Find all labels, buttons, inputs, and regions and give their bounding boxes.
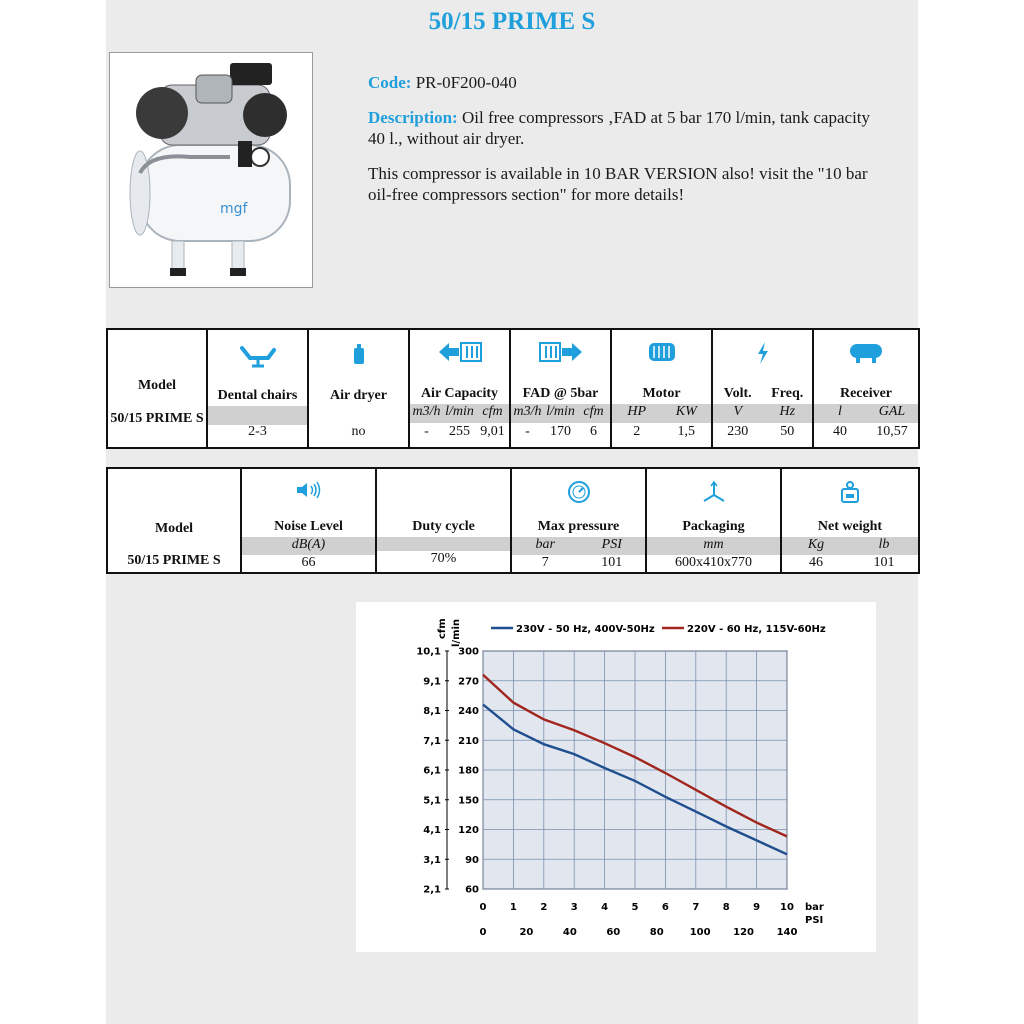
psi-tick-label: 60: [606, 927, 621, 938]
x-tick-label: 8: [722, 902, 730, 913]
fad-unit-m3h: m3/h: [513, 404, 542, 419]
aircap-value-row: [410, 424, 509, 440]
dental-unit-row: [208, 406, 307, 425]
receiver-value-row: [814, 424, 918, 440]
x-tick-label: 2: [540, 902, 548, 913]
motor-value-hp: 2: [633, 424, 641, 439]
weight-value-row: [782, 555, 918, 571]
motor-value-kw: 1,5: [677, 424, 695, 439]
model-column: [107, 329, 207, 448]
dryer-header: Air dryer: [330, 388, 387, 403]
air-output-icon: [511, 340, 610, 370]
pressure-value-psi: 101: [601, 555, 623, 570]
noise-header: Noise Level: [274, 519, 343, 534]
receiver-column: [813, 329, 919, 448]
fad-column: [510, 329, 611, 448]
motor-column: [611, 329, 712, 448]
weight-unit-kg: Kg: [807, 537, 825, 552]
dryer-value-row: [309, 424, 408, 440]
motor-unit-row: [612, 404, 711, 423]
aircap-unit-lmin: l/min: [445, 404, 474, 419]
aircap-unit-m3h: m3/h: [412, 404, 441, 419]
receiver-unit-l: l: [838, 404, 842, 419]
description-value: Oil free compressors ‚FAD at 5 bar 170 l/min, tank capacity 40 l., without air dryer.: [368, 108, 871, 148]
y-tick-label-cfm: 7,1: [423, 735, 441, 747]
x-tick-label: 9: [753, 902, 761, 913]
page-title: 50/15 PRIME S: [428, 8, 596, 35]
packaging-value: 600x410x770: [675, 555, 752, 570]
version-note: This compressor is available in 10 BAR VERSION also! visit the "10 bar oil-free compressors section" for more details!: [368, 164, 868, 204]
tank-icon: [814, 340, 918, 370]
description-label: Description:: [368, 108, 458, 127]
y-tick-label-lmin: 300: [458, 646, 479, 658]
performance-chart: [356, 602, 876, 952]
x-tick-label: 5: [631, 902, 639, 913]
y-tick-label-cfm: 4,1: [423, 825, 441, 836]
volt-unit: V: [733, 404, 743, 419]
psi-tick-label: 40: [562, 927, 577, 938]
product-info: [368, 72, 888, 219]
noise-unit: dB(A): [291, 537, 326, 552]
noise-value-row: [242, 555, 375, 571]
x-axis-label-bar: bar: [805, 902, 824, 913]
y-tick-label-lmin: 90: [465, 854, 479, 866]
y-tick-label-lmin: 180: [458, 765, 479, 777]
psi-tick-label: 0: [479, 927, 487, 938]
noise-unit-row: [242, 537, 375, 555]
y-tick-label-cfm: 10,1: [416, 646, 441, 658]
weight-unit-lb: lb: [878, 537, 890, 552]
weight-value-kg: 46: [809, 555, 823, 570]
weight-value-lb: 101: [873, 555, 895, 570]
volt-value-row: [713, 424, 812, 440]
duty-column: [376, 468, 511, 573]
noise-value: 66: [301, 555, 316, 570]
motor-value-row: [612, 424, 711, 440]
dental-column: [207, 329, 308, 448]
fad-header: FAD @ 5bar: [522, 386, 599, 401]
receiver-unit-gal: GAL: [878, 404, 906, 419]
packaging-value-row: [647, 555, 780, 571]
model-value-2: 50/15 PRIME S: [127, 553, 221, 568]
weight-icon: [782, 479, 918, 509]
spec-table-1: [106, 328, 920, 449]
aircap-unit-cfm: cfm: [482, 404, 503, 419]
aircap-value-lmin: 255: [449, 424, 470, 439]
y-tick-label-lmin: 150: [458, 795, 479, 807]
model-header-2: Model: [154, 521, 194, 536]
x-tick-label: 3: [570, 902, 578, 913]
pressure-unit-psi: PSI: [601, 537, 622, 552]
x-tick-label: 7: [692, 902, 700, 913]
duty-value-row: [377, 551, 510, 567]
y-tick-label-cfm: 2,1: [423, 884, 441, 896]
aircap-unit-row: [410, 404, 509, 423]
volt-value: 230: [727, 424, 749, 439]
legend-label-2: 220V - 60 Hz, 115V-60Hz: [687, 624, 826, 635]
x-tick-label: 10: [780, 902, 794, 913]
code-value: PR-0F200-040: [415, 73, 517, 92]
description-line: [368, 107, 888, 149]
packaging-unit: mm: [703, 537, 724, 552]
x-tick-label: 4: [601, 902, 609, 913]
motor-icon: [612, 340, 711, 370]
sound-icon: [242, 479, 375, 509]
fad-unit-row: [511, 404, 610, 423]
pressure-unit-bar: bar: [535, 537, 555, 552]
dental-value-row: [208, 424, 307, 440]
product-photo: [109, 52, 313, 288]
pressure-unit-row: [512, 537, 645, 555]
y-axis-label-cfm: cfm: [437, 618, 448, 639]
x-axis-label-psi: PSI: [805, 915, 824, 926]
y-tick-label-cfm: 8,1: [423, 706, 441, 717]
fad-value-m3h: -: [525, 424, 530, 439]
volt-header: Volt.: [723, 386, 752, 401]
fad-unit-cfm: cfm: [583, 404, 604, 419]
svg-text:mgf: mgf: [220, 201, 248, 217]
y-tick-label-lmin: 210: [458, 735, 479, 747]
air-intake-icon: [410, 340, 509, 370]
dental-header: Dental chairs: [217, 388, 298, 403]
receiver-header: Receiver: [839, 386, 893, 401]
pressure-value-row: [512, 555, 645, 571]
motor-unit-hp: HP: [627, 404, 647, 419]
y-axis-label-lmin: l/min: [451, 618, 462, 647]
y-tick-label-cfm: 3,1: [423, 854, 441, 866]
psi-tick-label: 20: [519, 927, 534, 938]
gauge-icon: [512, 479, 645, 509]
freq-header: Freq.: [771, 386, 804, 401]
volt-column: [712, 329, 813, 448]
receiver-unit-row: [814, 404, 918, 423]
freq-unit: Hz: [779, 404, 796, 419]
motor-unit-kw: KW: [675, 404, 697, 419]
psi-tick-label: 140: [776, 927, 798, 938]
packaging-column: [646, 468, 781, 573]
y-tick-label-lmin: 60: [465, 884, 479, 896]
volt-unit-row: [713, 404, 812, 423]
noise-column: [241, 468, 376, 573]
psi-tick-label: 80: [649, 927, 664, 938]
fad-value-lmin: 170: [550, 424, 571, 439]
y-tick-label-cfm: 9,1: [423, 676, 441, 688]
psi-tick-label: 120: [733, 927, 755, 938]
pressure-header: Max pressure: [537, 519, 620, 534]
weight-unit-row: [782, 537, 918, 555]
packaging-header: Packaging: [682, 519, 745, 534]
pressure-column: [511, 468, 646, 573]
dental-chair-icon: [208, 340, 307, 370]
dryer-value: no: [351, 424, 366, 439]
aircap-value-cfm: 9,01: [480, 424, 505, 439]
spec-sheet: [106, 0, 918, 1024]
spec-table-2: [106, 467, 920, 574]
legend-label-1: 230V - 50 Hz, 400V-50Hz: [516, 624, 655, 635]
y-tick-label-cfm: 6,1: [423, 765, 441, 777]
code-line: [368, 72, 888, 93]
fad-value-cfm: 6: [590, 424, 597, 439]
code-label: Code:: [368, 73, 412, 92]
x-tick-label: 0: [479, 902, 487, 913]
x-tick-label: 6: [661, 902, 669, 913]
receiver-value-l: 40: [833, 424, 847, 439]
air-dryer-icon: [309, 340, 408, 370]
volt-header-row: [713, 386, 812, 402]
freq-value: 50: [780, 424, 795, 439]
dental-value: 2-3: [248, 424, 267, 439]
receiver-value-gal: 10,57: [876, 424, 908, 439]
aircap-header: Air Capacity: [420, 386, 499, 401]
fad-unit-lmin: l/min: [546, 404, 575, 419]
model-header: Model: [137, 378, 177, 393]
dimensions-icon: [647, 479, 780, 509]
aircap-column: [409, 329, 510, 448]
psi-tick-label: 100: [689, 927, 711, 938]
y-tick-label-lmin: 120: [458, 825, 479, 836]
weight-header: Net weight: [817, 519, 883, 534]
y-tick-label-lmin: 240: [458, 706, 479, 717]
model-column-2: [107, 468, 241, 573]
packaging-unit-row: [647, 537, 780, 555]
duty-value: 70%: [430, 551, 457, 566]
aircap-value-m3h: -: [424, 424, 429, 439]
model-value: 50/15 PRIME S: [110, 411, 204, 426]
x-tick-label: 1: [509, 902, 517, 913]
lightning-icon: [713, 340, 812, 370]
duty-header: Duty cycle: [412, 519, 475, 534]
pressure-value-bar: 7: [541, 555, 549, 570]
compressor-image: [110, 53, 312, 287]
y-tick-label-cfm: 5,1: [423, 795, 441, 807]
y-tick-label-lmin: 270: [458, 676, 479, 688]
weight-column: [781, 468, 919, 573]
motor-header: Motor: [642, 386, 681, 401]
fad-value-row: [511, 424, 610, 440]
dryer-column: [308, 329, 409, 448]
duty-unit-row: [377, 537, 510, 551]
